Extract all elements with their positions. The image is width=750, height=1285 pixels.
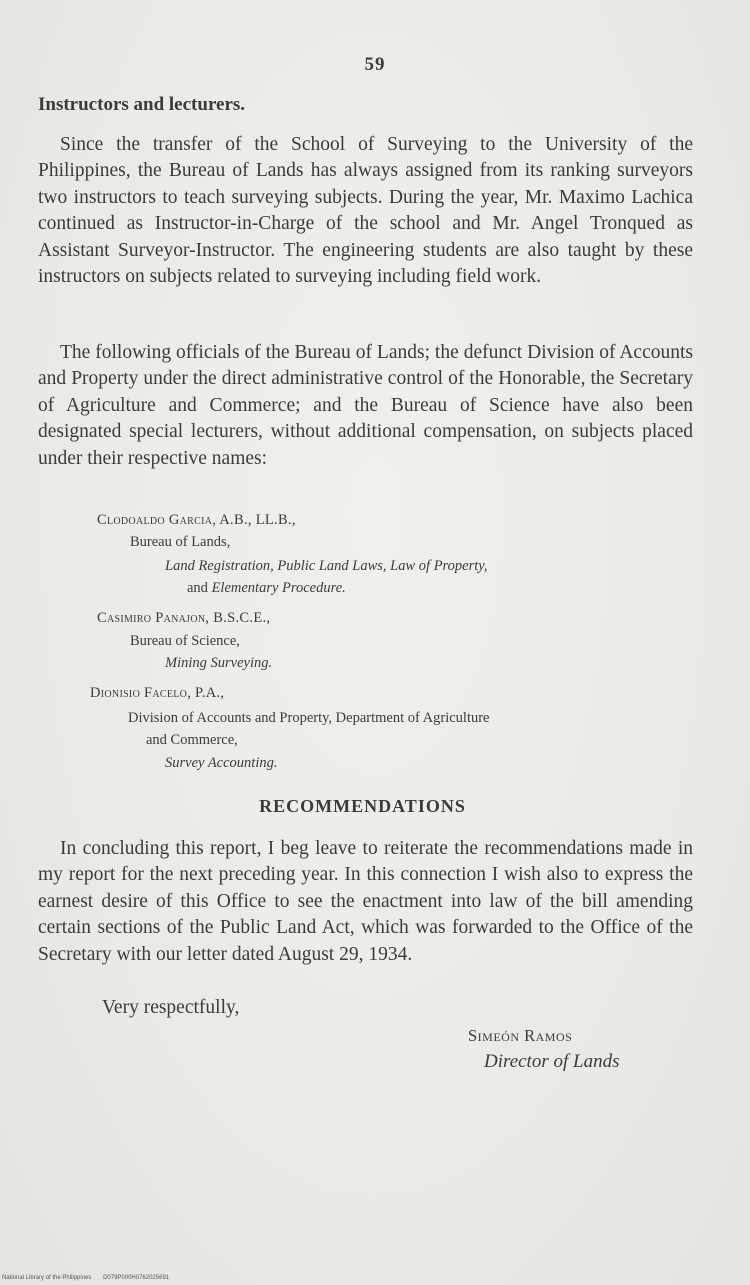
footer-code: D079P000H0762025691: [103, 1275, 170, 1281]
signature-title: Director of Lands: [484, 1051, 620, 1072]
closing-salutation: Very respectfully,: [102, 997, 240, 1018]
signature-name: Simeón Ramos: [468, 1026, 573, 1045]
lecturer-name: Dionisio Facelo, P.A.,: [90, 685, 225, 701]
paragraph-instructors: Since the transfer of the School of Surveying to the University of the Philippines, the Bureau of Lands has always assigned from its ranking surveyors two instructors to teach surveying subjects. During the year, Mr. Maximo Lachica continued as Instructor-in-Charge of the school and Mr. Angel Tronqued as Assistant Surveyor-Instructor. The engineering students are also taught by these instructors on subjects related to surveying including field work.: [38, 134, 693, 288]
lecturer-office: Bureau of Lands,: [130, 534, 231, 550]
lecturer-subjects: Survey Accounting.: [165, 755, 278, 771]
lecturer-subjects: Elementary Procedure.: [211, 580, 346, 596]
lecturer-office: Bureau of Science,: [130, 633, 240, 649]
footer-library: National Library of the Philippines: [2, 1275, 92, 1281]
lecturer-name: Casimiro Panajon, B.S.C.E.,: [97, 610, 271, 626]
lecturer-subjects-cont: [187, 578, 346, 599]
paragraph-lecturers: The following officials of the Bureau of Lands; the defunct Division of Accounts and Property under the direct administrative control of the Honorable, the Secretary of Agriculture and Commerce; and the Bureau of Science have also been designated special lecturers, without additional compensation, on subjects placed under their respective names:: [38, 342, 693, 469]
conjunction: and: [187, 580, 208, 596]
lecturer-subjects: Land Registration, Public Land Laws, Law of Property,: [165, 558, 488, 574]
lecturer-office-cont: and Commerce,: [146, 732, 238, 748]
lecturer-office: Division of Accounts and Property, Department of Agriculture: [128, 710, 490, 726]
lecturer-subjects: Mining Surveying.: [165, 655, 273, 671]
scan-footer: [2, 1275, 179, 1281]
recommendations-heading: RECOMMENDATIONS: [259, 796, 466, 816]
section-heading: Instructors and lecturers.: [38, 94, 246, 115]
paragraph-recommendations: In concluding this report, I beg leave to reiterate the recommendations made in my report for the next preceding year. In this connection I wish also to express the earnest desire of this Office to see the enactment into law of the bill amending certain sections of the Public Land Act, which was forwarded to the Office of the Secretary with our letter dated August 29, 1934.: [38, 838, 693, 965]
page-number: 59: [364, 54, 386, 75]
lecturer-name: Clodoaldo Garcia, A.B., LL.B.,: [97, 512, 296, 528]
